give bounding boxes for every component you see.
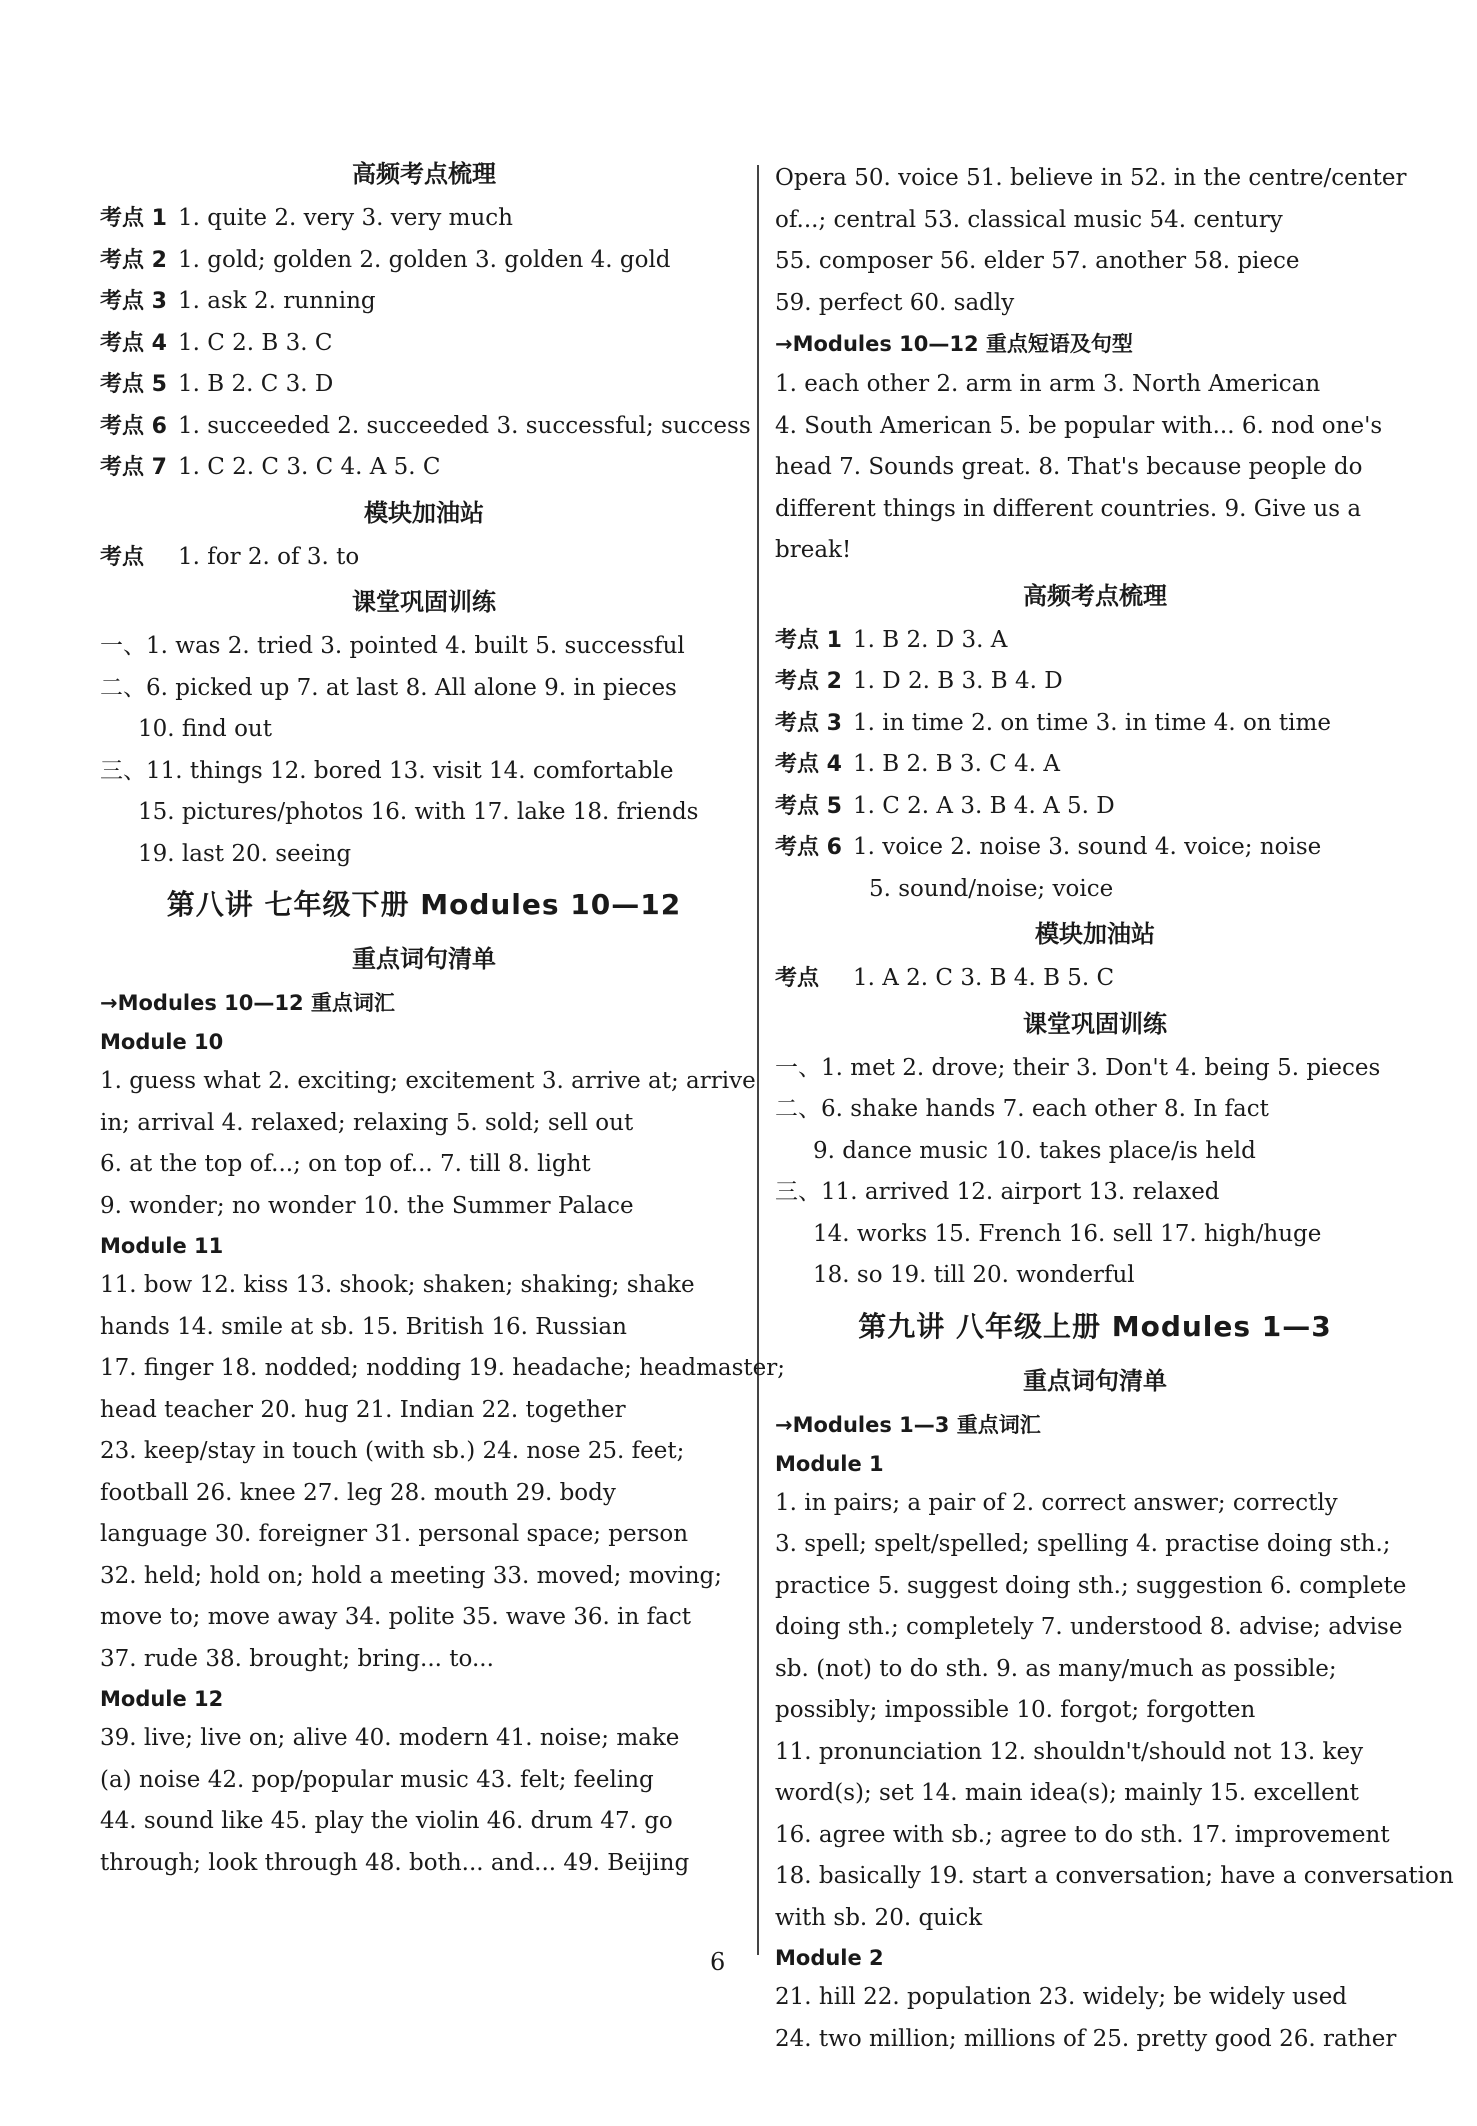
section-title: 模块加油站 [364,498,484,527]
module-title: Module 2 [775,1946,884,1970]
module-title: Module 11 [100,1234,224,1258]
vocab-line: football 26. knee 27. leg 28. mouth 29. body [100,1479,616,1506]
vocab-line: 55. composer 56. elder 57. another 58. piece [775,248,1300,274]
vocab-line: 11. bow 12. kiss 13. shook; shaken; shaking; shake [100,1272,695,1298]
exam-points-list [100,198,751,489]
vocab-line: head teacher 20. hug 21. Indian 22. together [100,1396,626,1423]
answer-line: 二、6. shake hands 7. each other 8. In fact [775,1096,1269,1122]
exam-point-row: 考点 2 1. gold; golden 2. golden 3. golden 4. gold [100,246,671,273]
section-title: 高频考点梳理 [352,160,496,188]
vocab-line: Opera 50. voice 51. believe in 52. in the centre/center [775,165,1407,191]
module-title: Module 10 [100,1030,224,1054]
exam-point-row: 考点 6 1. succeeded 2. succeeded 3. successful; success [100,412,751,439]
vocab-line: 17. finger 18. nodded; nodding 19. headache; headmaster; [100,1355,785,1381]
vocab-line: 3. spell; spelt/spelled; spelling 4. practise doing sth.; [775,1531,1391,1557]
exam-point-row: 考点 4 1. B 2. B 3. C 4. A [775,751,1060,777]
section-title: 重点词句清单 [1023,1366,1167,1395]
answer-line: 19. last 20. seeing [138,840,352,867]
exam-point-row: 考点 1 1. B 2. D 3. A [775,626,1008,653]
answer-line: 三、11. things 12. bored 13. visit 14. comfortable [100,757,674,784]
section-title: 重点词句清单 [352,945,496,973]
vocab-line: 18. basically 19. start a conversation; have a conversation [775,1863,1454,1889]
answer-line: 一、1. was 2. tried 3. pointed 4. built 5. successful [100,633,685,659]
exam-point-cont: 5. sound/noise; voice [869,875,1114,902]
vocab-line: 6. at the top of...; on top of... 7. till 8. light [100,1151,591,1177]
phrase-line: 4. South American 5. be popular with... 6. nod one's [775,412,1383,439]
answer-line: 9. dance music 10. takes place/is held [813,1137,1256,1164]
vocab-line: sb. (not) to do sth. 9. as many/much as possible; [775,1655,1337,1682]
left-column [100,150,785,1884]
answer-line: 二、6. picked up 7. at last 8. All alone 9. in pieces [100,674,677,701]
section-title: 高频考点梳理 [1023,581,1167,610]
vocab-line: word(s); set 14. main idea(s); mainly 15. excellent [775,1780,1359,1806]
lecture-title: 第八讲 七年级下册 Modules 10—12 [166,888,682,921]
subsection-title: →Modules 10—12 重点短语及句型 [775,332,1133,356]
vocab-line: through; look through 48. both... and... 49. Beijing [100,1849,690,1876]
answer-line: 15. pictures/photos 16. with 17. lake 18. friends [138,799,699,825]
vocab-line: 32. held; hold on; hold a meeting 33. moved; moving; [100,1562,722,1589]
vocab-line: 59. perfect 60. sadly [775,289,1015,316]
exam-point-row: 考点 1 1. quite 2. very 3. very much [100,205,513,231]
section-title: 课堂巩固训练 [352,588,496,616]
subsection-title: →Modules 1—3 重点词汇 [775,1412,1041,1437]
exam-point-row: 考点 1. for 2. of 3. to [100,543,360,570]
vocab-line: move to; move away 34. polite 35. wave 36. in fact [100,1604,691,1630]
answer-line: 18. so 19. till 20. wonderful [813,1262,1135,1288]
exam-point-row: 考点 7 1. C 2. C 3. C 4. A 5. C [100,454,441,480]
exam-point-row: 考点 3 1. ask 2. running [100,288,376,314]
lecture-title: 第九讲 八年级上册 Modules 1—3 [858,1309,1332,1343]
vocab-line: 11. pronunciation 12. shouldn't/should not 13. key [775,1738,1364,1765]
vocab-line: practice 5. suggest doing sth.; suggestion 6. complete [775,1572,1407,1599]
vocab-line: 9. wonder; no wonder 10. the Summer Palace [100,1192,634,1219]
vocab-line: 21. hill 22. population 23. widely; be widely used [775,1984,1348,2010]
vocab-line: 24. two million; millions of 25. pretty good 26. rather [775,2025,1397,2052]
module-title: Module 1 [775,1451,884,1476]
answer-line: 三、11. arrived 12. airport 13. relaxed [775,1179,1220,1205]
vocab-line: possibly; impossible 10. forgot; forgotten [775,1697,1256,1723]
section-title: 模块加油站 [1035,920,1155,948]
vocab-line: in; arrival 4. relaxed; relaxing 5. sold; sell out [100,1109,634,1136]
vocab-line: hands 14. smile at sb. 15. British 16. Russian [100,1313,627,1340]
section-title: 课堂巩固训练 [1023,1009,1167,1038]
phrase-line: break! [775,537,852,563]
vocab-line: 1. guess what 2. exciting; excitement 3. arrive at; arrive [100,1068,756,1094]
subsection-title: →Modules 10—12 重点词汇 [100,991,395,1015]
phrase-line: 1. each other 2. arm in arm 3. North American [775,371,1321,397]
exam-point-row: 考点 5 1. B 2. C 3. D [100,371,334,397]
module-title: Module 12 [100,1687,224,1711]
vocab-line: 39. live; live on; alive 40. modern 41. noise; make [100,1725,680,1751]
phrase-line: head 7. Sounds great. 8. That's because people do [775,454,1363,480]
right-column [775,158,1454,2060]
answer-line: 一、1. met 2. drove; their 3. Don't 4. being 5. pieces [775,1054,1381,1081]
exam-point-row: 考点 4 1. C 2. B 3. C [100,329,333,356]
answer-line: 14. works 15. French 16. sell 17. high/huge [813,1220,1322,1247]
vocab-line: 16. agree with sb.; agree to do sth. 17. improvement [775,1821,1390,1848]
exam-point-row: 考点 3 1. in time 2. on time 3. in time 4. on time [775,709,1331,736]
vocab-line: with sb. 20. quick [775,1904,983,1931]
vocab-line: doing sth.; completely 7. understood 8. advise; advise [775,1614,1403,1640]
exam-point-row: 考点 5 1. C 2. A 3. B 4. A 5. D [775,792,1115,819]
phrase-line: different things in different countries. 9. Give us a [775,495,1362,522]
vocab-line: 44. sound like 45. play the violin 46. drum 47. go [100,1808,673,1834]
vocab-line: 23. keep/stay in touch (with sb.) 24. nose 25. feet; [100,1438,685,1464]
vocab-line: 1. in pairs; a pair of 2. correct answer; correctly [775,1489,1338,1516]
vocab-line: of...; central 53. classical music 54. century [775,206,1283,233]
exam-point-row: 考点 6 1. voice 2. noise 3. sound 4. voice; noise [775,834,1322,860]
column-divider [757,165,759,1955]
vocab-line: language 30. foreigner 31. personal space; person [100,1521,689,1547]
answer-line: 10. find out [138,716,272,742]
exam-point-row: 考点 1. A 2. C 3. B 4. B 5. C [775,965,1115,991]
exam-point-row: 考点 2 1. D 2. B 3. B 4. D [775,668,1063,694]
vocab-line: (a) noise 42. pop/popular music 43. felt; feeling [100,1766,654,1793]
page-number: 6 [710,1948,726,1976]
vocab-line: 37. rude 38. brought; bring... to... [100,1645,494,1672]
